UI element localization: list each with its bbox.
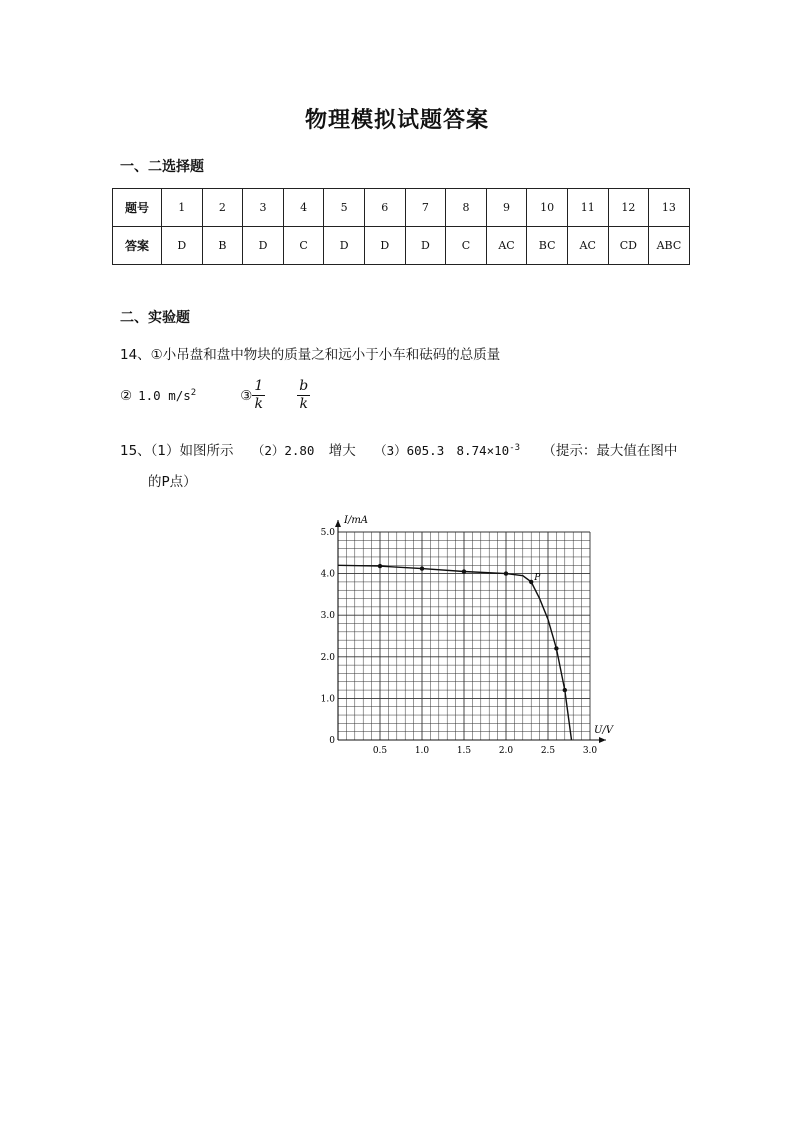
question-number-cell: 11 bbox=[567, 189, 608, 227]
answer-cell: ABC bbox=[649, 227, 690, 265]
question-number-cell: 6 bbox=[364, 189, 405, 227]
q15-line2: 的P点） bbox=[148, 474, 197, 490]
q14-fraction-1: $\frac{1}{k}$ bbox=[254, 378, 264, 412]
x-axis-label: U/V bbox=[594, 725, 614, 736]
y-axis-arrow bbox=[335, 520, 341, 527]
answer-table bbox=[112, 188, 690, 265]
y-tick-label: 4.0 bbox=[320, 569, 335, 580]
question-number-cell: 2 bbox=[202, 189, 243, 227]
answer-cell: D bbox=[162, 227, 203, 265]
x-tick-label: 2.5 bbox=[540, 746, 556, 756]
q14-line2 bbox=[120, 378, 310, 413]
x-axis-arrow bbox=[599, 737, 606, 743]
q15-part2-trend: 增大 bbox=[328, 443, 356, 459]
data-point bbox=[378, 564, 382, 568]
q14-fraction-2: $\frac{b}{k}$ bbox=[299, 378, 309, 412]
answer-cell: C bbox=[283, 227, 324, 265]
q15-hint: （提示：最大值在图中 bbox=[542, 443, 678, 459]
origin-label: 0 bbox=[329, 736, 335, 746]
q15-part3-power: $8.74\times 10^{-3}$ bbox=[456, 442, 521, 458]
q15-line1 bbox=[120, 439, 677, 459]
question-number-cell: 5 bbox=[324, 189, 365, 227]
iu-curve bbox=[338, 565, 572, 740]
table-row-numbers bbox=[113, 189, 690, 227]
question-number-cell: 12 bbox=[608, 189, 649, 227]
answer-cell: AC bbox=[567, 227, 608, 265]
x-tick-label: 3.0 bbox=[582, 746, 598, 756]
x-tick-label: 0.5 bbox=[372, 746, 388, 756]
question-number-cell: 7 bbox=[405, 189, 446, 227]
x-tick-label: 1.5 bbox=[456, 746, 472, 756]
question-number-cell: 1 bbox=[162, 189, 203, 227]
data-point bbox=[529, 580, 533, 584]
point-label-p: P bbox=[534, 572, 541, 583]
section-heading-experiment: 二、实验题 bbox=[120, 310, 190, 326]
answer-cell: D bbox=[324, 227, 365, 265]
question-number-cell: 3 bbox=[243, 189, 284, 227]
y-axis-label: I/mA bbox=[344, 515, 369, 526]
section-heading-choice: 一、二选择题 bbox=[120, 159, 204, 175]
y-tick-label: 5.0 bbox=[320, 528, 335, 538]
answer-cell: AC bbox=[486, 227, 527, 265]
question-number-cell: 4 bbox=[283, 189, 324, 227]
q15-part2: （2）2.80 bbox=[251, 443, 315, 458]
answer-cell: BC bbox=[527, 227, 568, 265]
data-point bbox=[462, 569, 466, 573]
answer-cell: D bbox=[405, 227, 446, 265]
data-point bbox=[504, 571, 508, 575]
row-label-number: 题号 bbox=[113, 189, 162, 227]
answer-cell: D bbox=[364, 227, 405, 265]
answer-cell: CD bbox=[608, 227, 649, 265]
q14-part3-label: ③ bbox=[240, 387, 253, 404]
q14-part2-value: 1.0 $m/s^2$ bbox=[138, 387, 197, 404]
q15-part3: （3）605.3 bbox=[374, 443, 445, 458]
question-number-cell: 13 bbox=[649, 189, 690, 227]
page-title: 物理模拟试题答案 bbox=[304, 107, 489, 133]
question-number-cell: 8 bbox=[446, 189, 487, 227]
answer-cell: C bbox=[446, 227, 487, 265]
x-tick-label: 2.0 bbox=[498, 746, 514, 756]
answer-cell: B bbox=[202, 227, 243, 265]
y-tick-label: 1.0 bbox=[320, 694, 335, 705]
q15-part1: 15、（1）如图所示 bbox=[120, 443, 234, 459]
q14-part2-label: ② bbox=[120, 387, 133, 404]
data-point bbox=[420, 566, 424, 570]
data-point bbox=[563, 688, 567, 692]
data-point bbox=[554, 646, 558, 650]
q14-line1: 14、①小吊盘和盘中物块的质量之和远小于小车和砝码的总质量 bbox=[120, 347, 501, 363]
table-row-answers bbox=[113, 227, 690, 265]
y-tick-label: 3.0 bbox=[320, 611, 335, 622]
question-number-cell: 10 bbox=[527, 189, 568, 227]
x-tick-label: 1.0 bbox=[414, 746, 430, 756]
y-tick-label: 2.0 bbox=[320, 652, 335, 663]
row-label-answer: 答案 bbox=[113, 227, 162, 265]
question-number-cell: 9 bbox=[486, 189, 527, 227]
answer-cell: D bbox=[243, 227, 284, 265]
iu-chart bbox=[300, 510, 630, 760]
